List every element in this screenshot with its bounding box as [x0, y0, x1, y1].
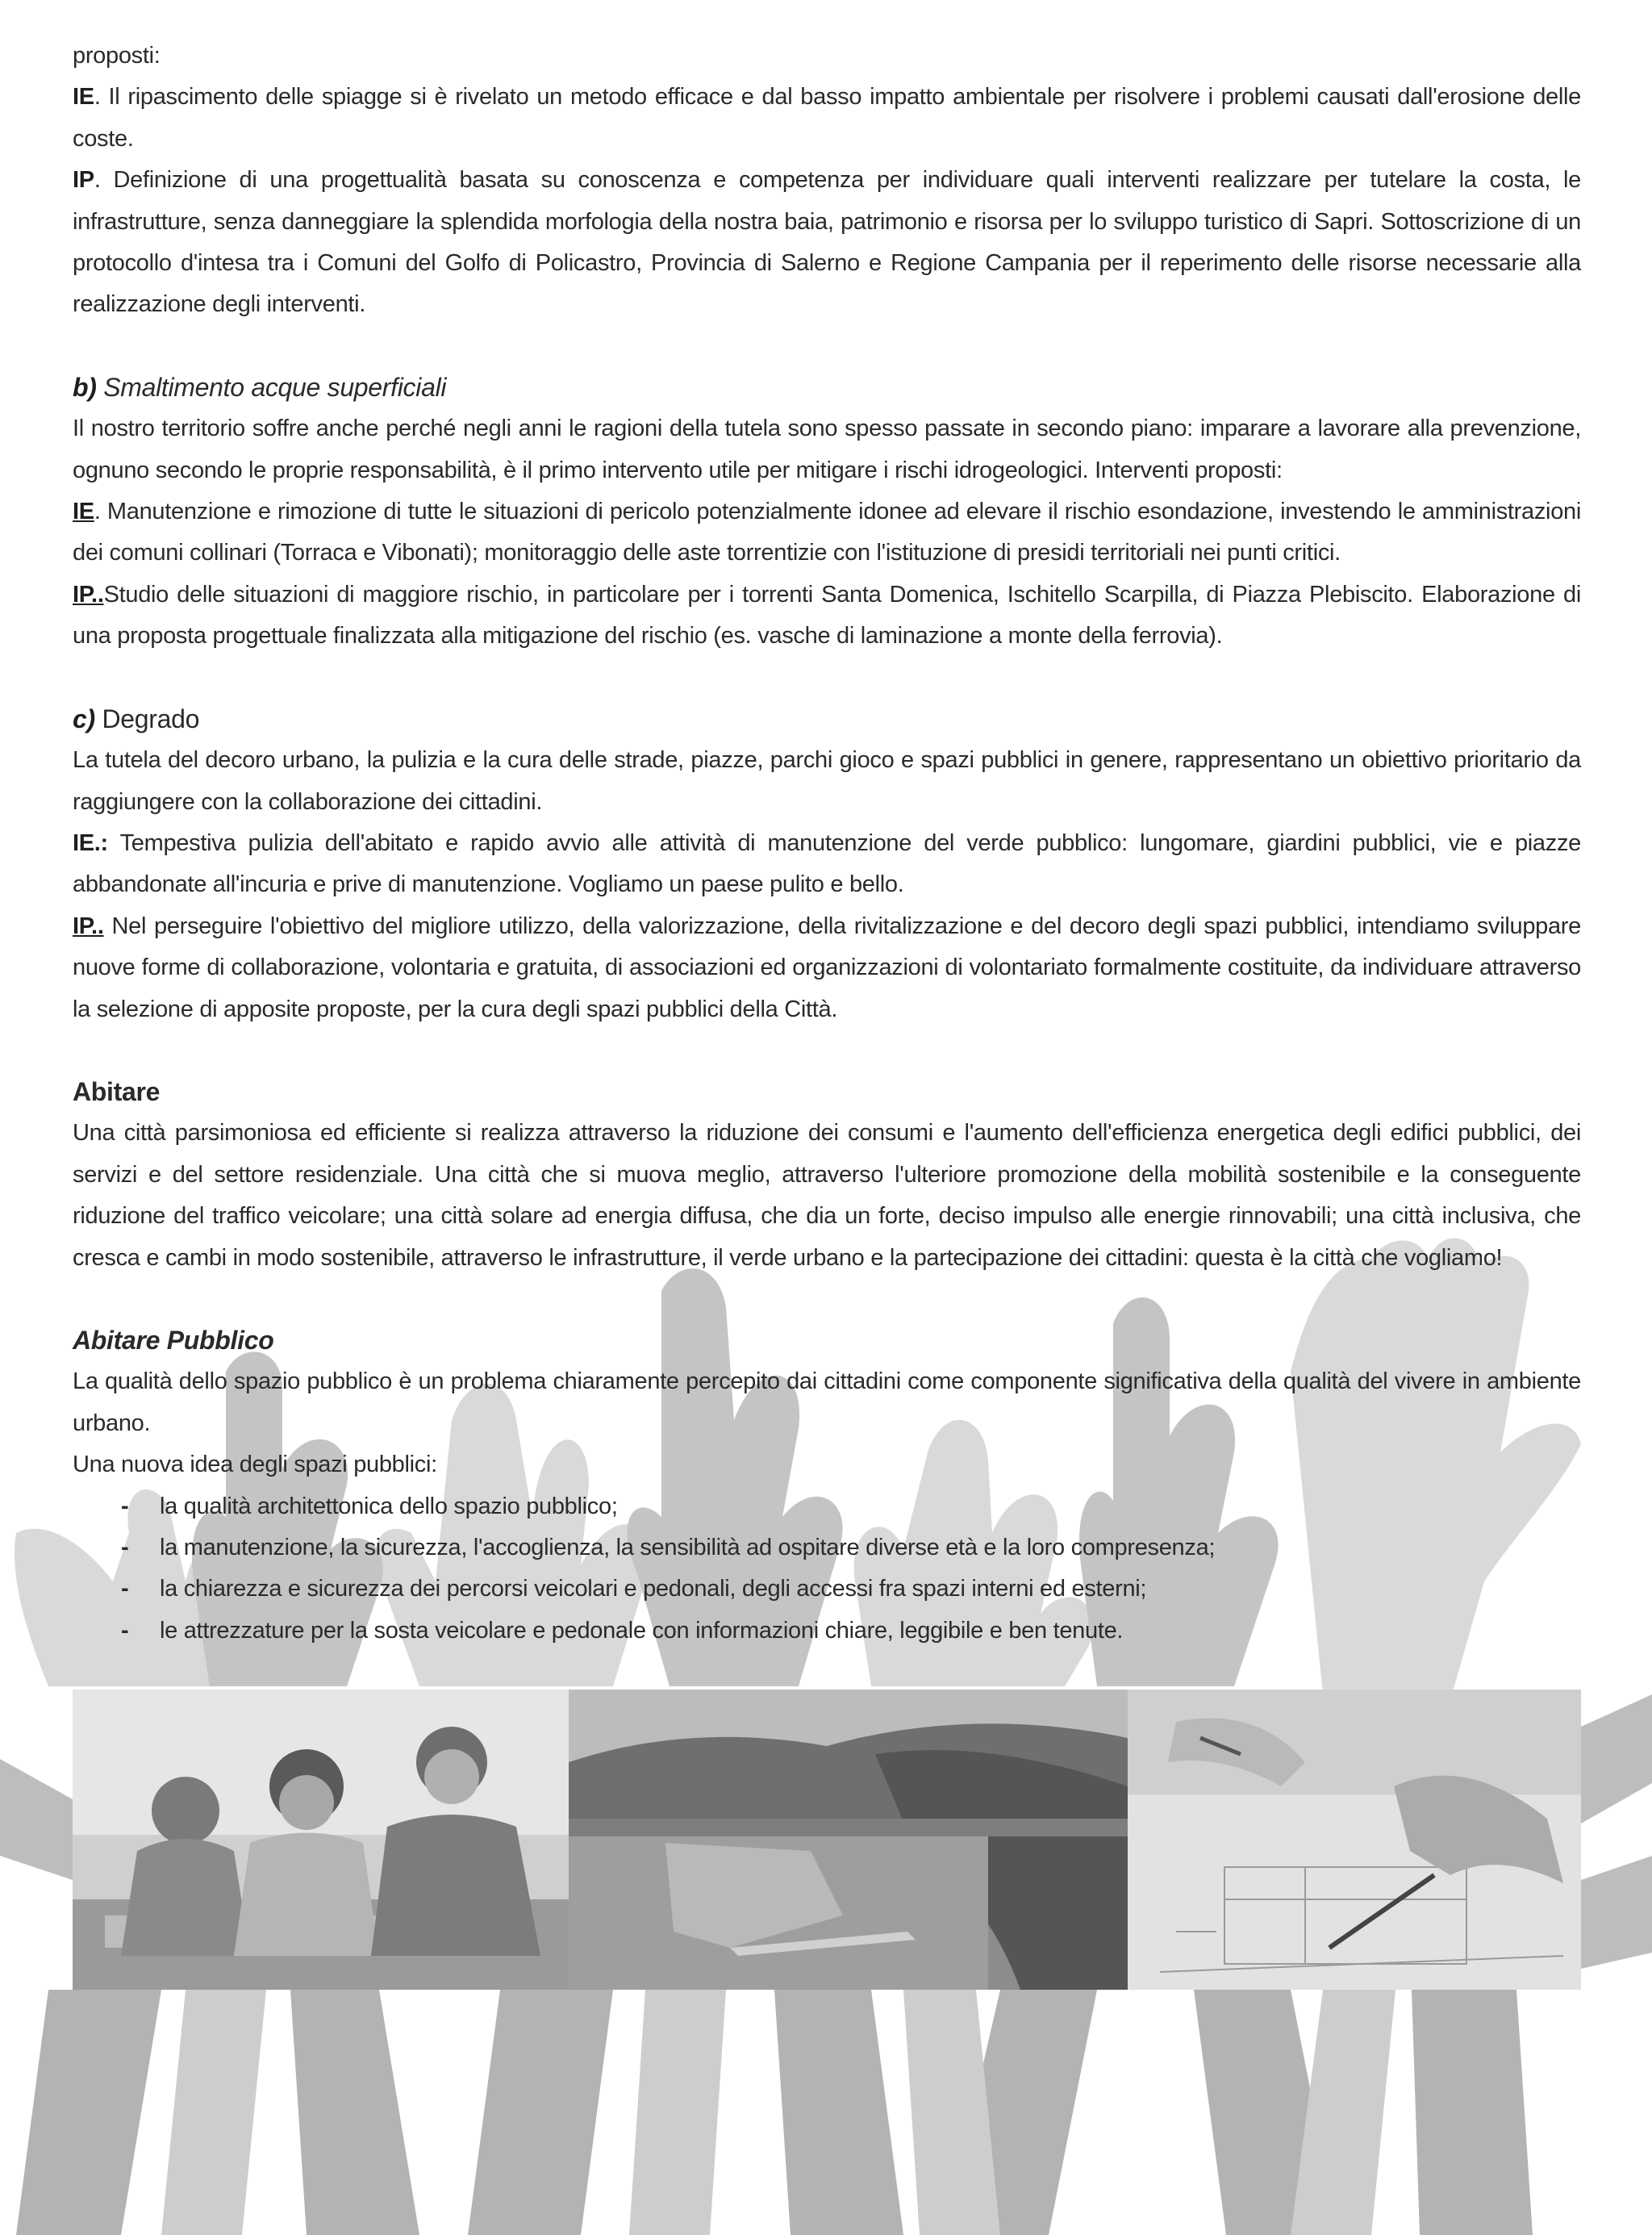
intro-ie-paragraph: IE. Il ripascimento delle spiagge si è rivelato un metodo efficace e dal basso impatto ambientale per risolvere i problemi causati dall'erosione delle coste. — [73, 84, 1581, 152]
abitare-pubblico-heading: Abitare Pubblico — [73, 1325, 274, 1355]
abitare-pubblico-list-intro: Una nuova idea degli spazi pubblici: — [73, 1452, 437, 1478]
abitare-heading: Abitare — [73, 1076, 161, 1106]
photo-bay-harbor — [569, 1690, 1128, 1990]
photo-strip — [73, 1690, 1581, 1990]
intro-lead: proposti: — [73, 43, 161, 69]
intro-ip-paragraph: IP. Definizione di una progettualità basata su conoscenza e competenza per individuare quali interventi realizzare per tutelare la costa, le infrastrutture, senza danneggiare la splendida morfologia della nostra baia, patrimonio e risorsa per lo sviluppo turistico di Sapri. Sottoscrizione di un protocollo d'intesa tra i Comuni del Golfo di Policastro, Provincia di Salerno e Regione Campania per il reperimento delle risorse necessarie alla realizzazione degli interventi. — [73, 167, 1581, 318]
photo-students — [73, 1690, 569, 1990]
abitare-pubblico-body: La qualità dello spazio pubblico è un problema chiaramente percepito dai cittadini come componente significativa della qualità del vivere in ambiente urbano. — [73, 1368, 1581, 1436]
list-item: - le attrezzature per la sosta veicolare e pedonale con informazioni chiare, leggibile e ben tenute. — [121, 1610, 1581, 1652]
section-b-heading: b) Smaltimento acque superficiali — [73, 372, 447, 402]
abitare-body: Una città parsimoniosa ed efficiente si realizza attraverso la riduzione dei consumi e l'aumento dell'efficienza energetica degli edifici pubblici, dei servizi e del settore residenziale. Una città che si muova meglio, attraverso l'ulteriore promozione della mobilità sostenibile e la conseguente riduzione del traffico veicolare; una città solare ad energia diffusa, che dia un forte, deciso impulso alle energie rinnovabili; una città inclusiva, che cresca e cambi in modo sostenibile, attraverso le infrastrutture, il verde urbano e la partecipazione dei cittadini: questa è la città che vogliamo! — [73, 1120, 1581, 1271]
section-c-ip-paragraph: IP.. Nel perseguire l'obiettivo del migliore utilizzo, della valorizzazione, della rivitalizzazione e del decoro degli spazi pubblici, intendiamo sviluppare nuove forme di collaborazione, volontaria e gratuita, di associazioni ed organizzazioni di volontariato formalmente costituite, da individuare attraverso la selezione di apposite proposte, per la cura degli spazi pubblici della Città. — [73, 913, 1581, 1022]
list-item: - la qualità architettonica dello spazio pubblico; — [121, 1486, 1581, 1527]
document-body — [73, 36, 1581, 1652]
section-c-body: La tutela del decoro urbano, la pulizia e la cura delle strade, piazze, parchi gioco e spazi pubblici in genere, rappresentano un obiettivo prioritario da raggiungere con la collaborazione dei cittadini. — [73, 747, 1581, 815]
photo-blueprint-hands — [1128, 1690, 1581, 1990]
abitare-pubblico-list — [73, 1486, 1581, 1652]
section-c-ie-paragraph: IE.: Tempestiva pulizia dell'abitato e rapido avvio alle attività di manutenzione del verde pubblico: lungomare, giardini pubblici, vie e piazze abbandonate all'incuria e prive di manutenzione. Vogliamo un paese pulito e bello. — [73, 829, 1581, 898]
section-b-ip-paragraph: IP..Studio delle situazioni di maggiore rischio, in particolare per i torrenti Santa Domenica, Ischitello Scarpilla, di Piazza Plebiscito. Elaborazione di una proposta progettuale finalizzata alla mitigazione del rischio (es. vasche di laminazione a monte della ferrovia). — [73, 581, 1581, 650]
section-b-ie-paragraph: IE. Manutenzione e rimozione di tutte le situazioni di pericolo potenzialmente idonee ad elevare il rischio esondazione, investendo le amministrazioni dei comuni collinari (Torraca e Vibonati); monitoraggio delle aste torrentizie con l'istituzione di presidi territoriali nei punti critici. — [73, 499, 1581, 566]
list-item: - la chiarezza e sicurezza dei percorsi veicolari e pedonali, degli accessi fra spazi interni ed esterni; — [121, 1569, 1581, 1610]
list-item: - la manutenzione, la sicurezza, l'accoglienza, la sensibilità ad ospitare diverse età e la loro compresenza; — [121, 1527, 1581, 1569]
section-b-body: Il nostro territorio soffre anche perché negli anni le ragioni della tutela sono spesso passate in secondo piano: imparare a lavorare alla prevenzione, ognuno secondo le proprie responsabilità, è il primo intervento utile per mitigare i rischi idrogeologici. Interventi proposti: — [73, 416, 1581, 483]
section-c-heading: c) Degrado — [73, 704, 200, 733]
